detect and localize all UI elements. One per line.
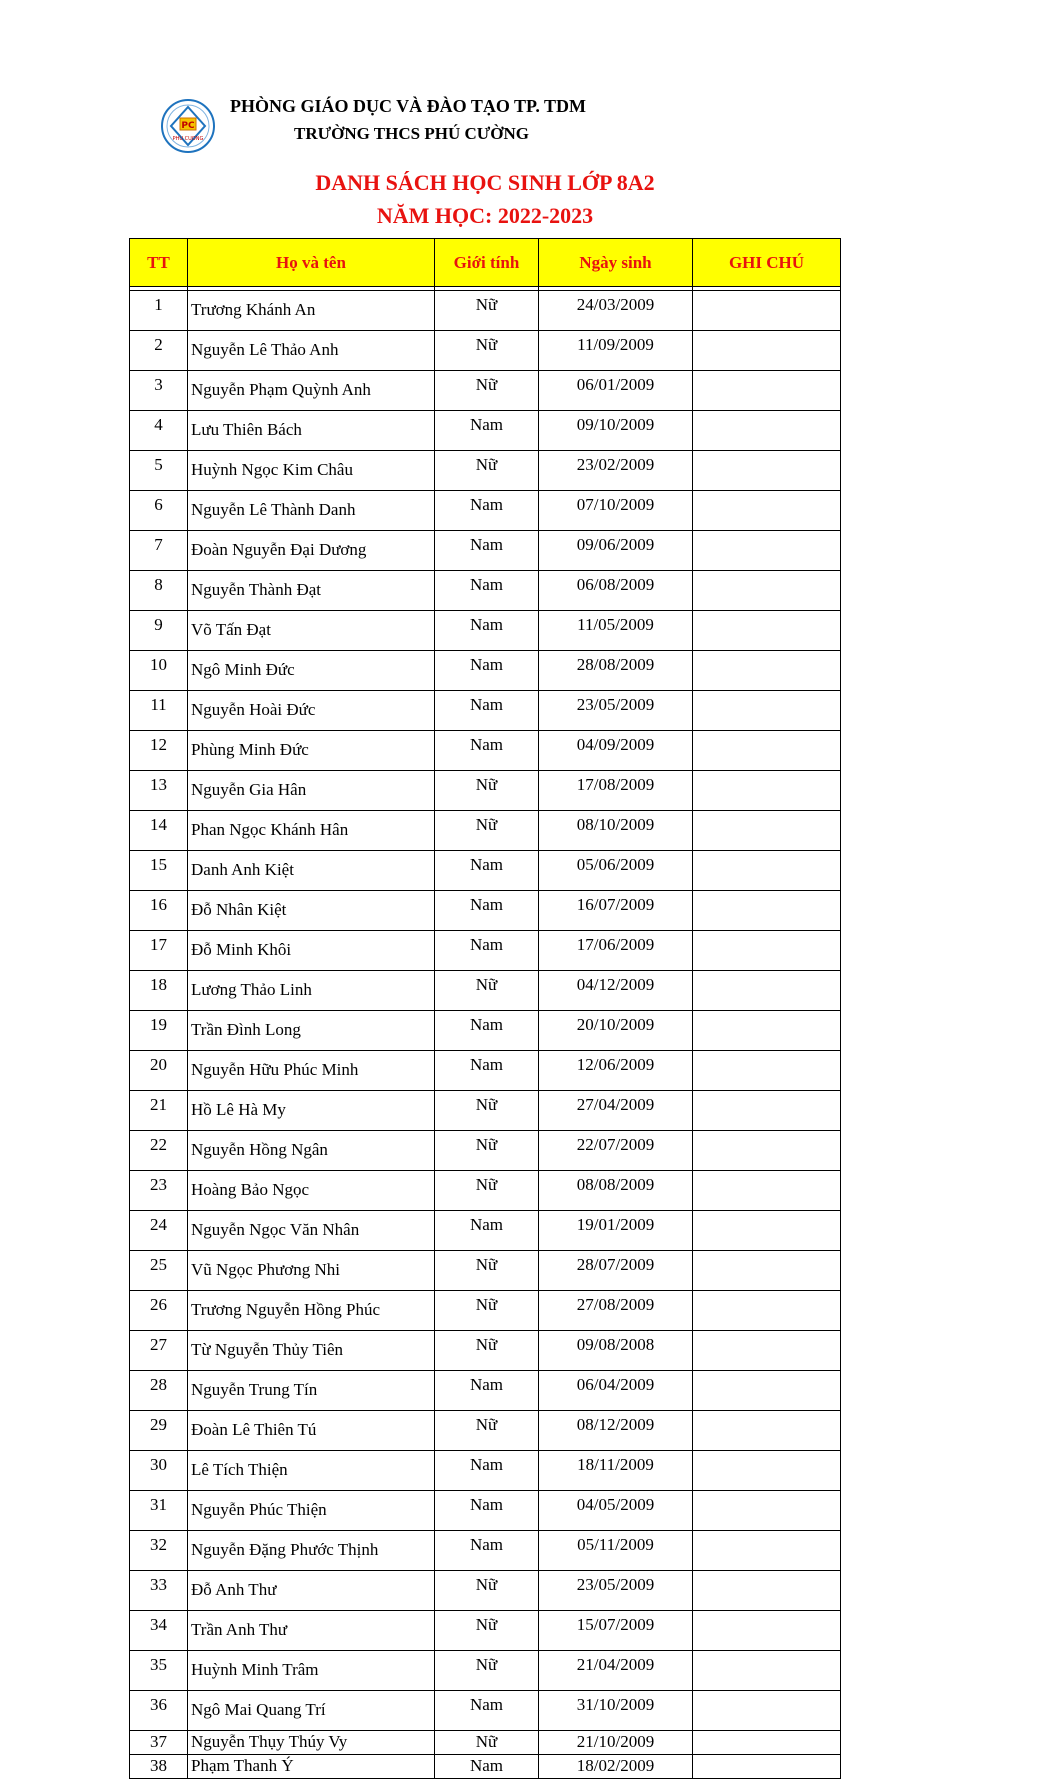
table-row xyxy=(130,531,841,571)
cell-tt: 37 xyxy=(130,1731,188,1755)
cell-name: Trương Nguyễn Hồng Phúc xyxy=(188,1291,435,1331)
cell-dob: 06/08/2009 xyxy=(539,571,693,611)
cell-note xyxy=(693,1331,841,1371)
cell-dob: 05/11/2009 xyxy=(539,1531,693,1571)
cell-tt: 32 xyxy=(130,1531,188,1571)
cell-tt: 5 xyxy=(130,451,188,491)
cell-gender: Nam xyxy=(435,931,539,971)
cell-dob: 06/01/2009 xyxy=(539,371,693,411)
column-header-dob: Ngày sinh xyxy=(539,239,693,287)
cell-dob: 20/10/2009 xyxy=(539,1011,693,1051)
cell-gender: Nam xyxy=(435,1755,539,1779)
table-row xyxy=(130,1651,841,1691)
cell-gender: Nữ xyxy=(435,1251,539,1291)
table-row xyxy=(130,1251,841,1291)
cell-dob: 09/06/2009 xyxy=(539,531,693,571)
cell-gender: Nam xyxy=(435,1491,539,1531)
cell-note xyxy=(693,1651,841,1691)
cell-tt: 22 xyxy=(130,1131,188,1171)
cell-tt: 15 xyxy=(130,851,188,891)
cell-name: Lê Tích Thiện xyxy=(188,1451,435,1491)
cell-note xyxy=(693,1611,841,1651)
column-header-tt: TT xyxy=(130,239,188,287)
table-row xyxy=(130,331,841,371)
cell-name: Nguyễn Gia Hân xyxy=(188,771,435,811)
cell-note xyxy=(693,1731,841,1755)
cell-tt: 18 xyxy=(130,971,188,1011)
cell-tt: 10 xyxy=(130,651,188,691)
cell-gender: Nữ xyxy=(435,1131,539,1171)
table-row xyxy=(130,1451,841,1491)
cell-dob: 07/10/2009 xyxy=(539,491,693,531)
cell-name: Nguyễn Đặng Phước Thịnh xyxy=(188,1531,435,1571)
cell-gender: Nữ xyxy=(435,1331,539,1371)
cell-tt: 29 xyxy=(130,1411,188,1451)
cell-gender: Nữ xyxy=(435,811,539,851)
cell-dob: 18/11/2009 xyxy=(539,1451,693,1491)
cell-tt: 16 xyxy=(130,891,188,931)
org-line-2: TRƯỜNG THCS PHÚ CƯỜNG xyxy=(294,124,530,143)
cell-dob: 23/05/2009 xyxy=(539,1571,693,1611)
page-subtitle: NĂM HỌC: 2022-2023 xyxy=(376,203,594,228)
table-row xyxy=(130,851,841,891)
cell-name: Đỗ Nhân Kiệt xyxy=(188,891,435,931)
cell-dob: 12/06/2009 xyxy=(539,1051,693,1091)
table-row xyxy=(130,611,841,651)
cell-note xyxy=(693,891,841,931)
cell-tt: 13 xyxy=(130,771,188,811)
cell-gender: Nữ xyxy=(435,1651,539,1691)
cell-note xyxy=(693,1011,841,1051)
cell-name: Đoàn Nguyễn Đại Dương xyxy=(188,531,435,571)
cell-tt: 28 xyxy=(130,1371,188,1411)
cell-gender: Nam xyxy=(435,851,539,891)
cell-dob: 04/09/2009 xyxy=(539,731,693,771)
cell-note xyxy=(693,771,841,811)
cell-note xyxy=(693,851,841,891)
cell-tt: 7 xyxy=(130,531,188,571)
cell-dob: 27/08/2009 xyxy=(539,1291,693,1331)
cell-note xyxy=(693,331,841,371)
cell-name: Trần Đình Long xyxy=(188,1011,435,1051)
cell-note xyxy=(693,1411,841,1451)
cell-name: Vũ Ngọc Phương Nhi xyxy=(188,1251,435,1291)
cell-tt: 9 xyxy=(130,611,188,651)
cell-gender: Nữ xyxy=(435,1571,539,1611)
cell-note xyxy=(693,811,841,851)
cell-name: Nguyễn Hồng Ngân xyxy=(188,1131,435,1171)
cell-tt: 30 xyxy=(130,1451,188,1491)
column-header-gender: Giới tính xyxy=(435,239,539,287)
cell-tt: 23 xyxy=(130,1171,188,1211)
cell-note xyxy=(693,931,841,971)
cell-note xyxy=(693,451,841,491)
table-row xyxy=(130,931,841,971)
cell-gender: Nam xyxy=(435,651,539,691)
cell-gender: Nam xyxy=(435,531,539,571)
cell-dob: 27/04/2009 xyxy=(539,1091,693,1131)
cell-gender: Nữ xyxy=(435,971,539,1011)
cell-gender: Nữ xyxy=(435,1291,539,1331)
cell-dob: 06/04/2009 xyxy=(539,1371,693,1411)
table-row xyxy=(130,1171,841,1211)
cell-note xyxy=(693,1131,841,1171)
cell-note xyxy=(693,371,841,411)
cell-tt: 36 xyxy=(130,1691,188,1731)
cell-tt: 1 xyxy=(130,291,188,331)
cell-note xyxy=(693,731,841,771)
cell-name: Danh Anh Kiệt xyxy=(188,851,435,891)
cell-gender: Nam xyxy=(435,491,539,531)
table-header-row xyxy=(130,239,841,287)
cell-note xyxy=(693,1251,841,1291)
cell-name: Ngô Mai Quang Trí xyxy=(188,1691,435,1731)
cell-name: Lương Thảo Linh xyxy=(188,971,435,1011)
cell-dob: 17/06/2009 xyxy=(539,931,693,971)
cell-dob: 21/10/2009 xyxy=(539,1731,693,1755)
column-header-name: Họ và tên xyxy=(188,239,435,287)
table-row xyxy=(130,811,841,851)
cell-tt: 25 xyxy=(130,1251,188,1291)
cell-gender: Nữ xyxy=(435,1091,539,1131)
cell-note xyxy=(693,1691,841,1731)
cell-dob: 19/01/2009 xyxy=(539,1211,693,1251)
cell-note xyxy=(693,491,841,531)
cell-tt: 3 xyxy=(130,371,188,411)
cell-note xyxy=(693,1491,841,1531)
cell-note xyxy=(693,411,841,451)
cell-gender: Nam xyxy=(435,411,539,451)
cell-name: Nguyễn Lê Thành Danh xyxy=(188,491,435,531)
cell-gender: Nữ xyxy=(435,331,539,371)
cell-dob: 28/07/2009 xyxy=(539,1251,693,1291)
cell-tt: 6 xyxy=(130,491,188,531)
table-row xyxy=(130,1131,841,1171)
cell-name: Trương Khánh An xyxy=(188,291,435,331)
cell-dob: 17/08/2009 xyxy=(539,771,693,811)
table-row xyxy=(130,971,841,1011)
cell-name: Hồ Lê Hà My xyxy=(188,1091,435,1131)
cell-dob: 21/04/2009 xyxy=(539,1651,693,1691)
table-row xyxy=(130,1731,841,1755)
cell-name: Huỳnh Ngọc Kim Châu xyxy=(188,451,435,491)
table-row xyxy=(130,371,841,411)
table-row xyxy=(130,1211,841,1251)
cell-name: Ngô Minh Đức xyxy=(188,651,435,691)
cell-name: Nguyễn Thụy Thúy Vy xyxy=(188,1731,435,1755)
table-row xyxy=(130,1291,841,1331)
table-row xyxy=(130,1051,841,1091)
table-row xyxy=(130,731,841,771)
cell-gender: Nam xyxy=(435,611,539,651)
cell-dob: 23/05/2009 xyxy=(539,691,693,731)
cell-note xyxy=(693,691,841,731)
cell-name: Nguyễn Phạm Quỳnh Anh xyxy=(188,371,435,411)
table-row xyxy=(130,1611,841,1651)
cell-dob: 23/02/2009 xyxy=(539,451,693,491)
cell-tt: 27 xyxy=(130,1331,188,1371)
cell-gender: Nữ xyxy=(435,1171,539,1211)
table-row xyxy=(130,1011,841,1051)
cell-dob: 16/07/2009 xyxy=(539,891,693,931)
page-title: DANH SÁCH HỌC SINH LỚP 8A2 xyxy=(315,170,655,195)
table-row xyxy=(130,451,841,491)
cell-name: Nguyễn Trung Tín xyxy=(188,1371,435,1411)
cell-note xyxy=(693,531,841,571)
table-row xyxy=(130,491,841,531)
cell-gender: Nữ xyxy=(435,1611,539,1651)
cell-gender: Nam xyxy=(435,691,539,731)
cell-gender: Nam xyxy=(435,731,539,771)
cell-name: Hoàng Bảo Ngọc xyxy=(188,1171,435,1211)
cell-name: Phan Ngọc Khánh Hân xyxy=(188,811,435,851)
cell-dob: 28/08/2009 xyxy=(539,651,693,691)
cell-tt: 19 xyxy=(130,1011,188,1051)
cell-note xyxy=(693,651,841,691)
school-logo xyxy=(160,98,216,154)
svg-text:PC: PC xyxy=(181,121,195,131)
table-row xyxy=(130,571,841,611)
cell-tt: 21 xyxy=(130,1091,188,1131)
cell-dob: 09/08/2008 xyxy=(539,1331,693,1371)
cell-gender: Nữ xyxy=(435,371,539,411)
column-header-note: GHI CHÚ xyxy=(693,239,841,287)
cell-note xyxy=(693,1091,841,1131)
cell-dob: 09/10/2009 xyxy=(539,411,693,451)
cell-dob: 04/12/2009 xyxy=(539,971,693,1011)
table-row xyxy=(130,1371,841,1411)
table-row xyxy=(130,1691,841,1731)
cell-gender: Nam xyxy=(435,1691,539,1731)
cell-gender: Nữ xyxy=(435,771,539,811)
cell-name: Từ Nguyễn Thủy Tiên xyxy=(188,1331,435,1371)
cell-dob: 31/10/2009 xyxy=(539,1691,693,1731)
cell-name: Huỳnh Minh Trâm xyxy=(188,1651,435,1691)
cell-tt: 34 xyxy=(130,1611,188,1651)
cell-note xyxy=(693,1211,841,1251)
table-row xyxy=(130,1571,841,1611)
cell-name: Phạm Thanh Ý xyxy=(188,1755,435,1779)
cell-gender: Nam xyxy=(435,1051,539,1091)
cell-name: Đỗ Minh Khôi xyxy=(188,931,435,971)
cell-tt: 11 xyxy=(130,691,188,731)
cell-gender: Nam xyxy=(435,891,539,931)
cell-tt: 33 xyxy=(130,1571,188,1611)
table-row xyxy=(130,1411,841,1451)
table-body xyxy=(130,287,841,1779)
cell-note xyxy=(693,1755,841,1779)
cell-name: Phùng Minh Đức xyxy=(188,731,435,771)
cell-gender: Nam xyxy=(435,1451,539,1491)
cell-name: Nguyễn Lê Thảo Anh xyxy=(188,331,435,371)
cell-name: Võ Tấn Đạt xyxy=(188,611,435,651)
table-row xyxy=(130,891,841,931)
cell-tt: 17 xyxy=(130,931,188,971)
logo-wordmark: PHU CUONG xyxy=(172,136,204,142)
cell-dob: 11/05/2009 xyxy=(539,611,693,651)
cell-note xyxy=(693,1451,841,1491)
table-row xyxy=(130,1491,841,1531)
cell-note xyxy=(693,1051,841,1091)
cell-tt: 4 xyxy=(130,411,188,451)
cell-gender: Nữ xyxy=(435,451,539,491)
cell-dob: 08/10/2009 xyxy=(539,811,693,851)
cell-note xyxy=(693,1371,841,1411)
cell-tt: 38 xyxy=(130,1755,188,1779)
cell-gender: Nam xyxy=(435,1211,539,1251)
cell-dob: 15/07/2009 xyxy=(539,1611,693,1651)
cell-dob: 22/07/2009 xyxy=(539,1131,693,1171)
cell-name: Lưu Thiên Bách xyxy=(188,411,435,451)
cell-note xyxy=(693,291,841,331)
table-row xyxy=(130,1331,841,1371)
cell-dob: 04/05/2009 xyxy=(539,1491,693,1531)
cell-dob: 11/09/2009 xyxy=(539,331,693,371)
cell-note xyxy=(693,1291,841,1331)
cell-tt: 2 xyxy=(130,331,188,371)
org-line-1: PHÒNG GIÁO DỤC VÀ ĐÀO TẠO TP. TDM xyxy=(230,96,587,116)
cell-name: Nguyễn Ngọc Văn Nhân xyxy=(188,1211,435,1251)
cell-dob: 05/06/2009 xyxy=(539,851,693,891)
cell-note xyxy=(693,611,841,651)
cell-gender: Nữ xyxy=(435,1731,539,1755)
cell-dob: 08/08/2009 xyxy=(539,1171,693,1211)
cell-dob: 08/12/2009 xyxy=(539,1411,693,1451)
cell-name: Nguyễn Thành Đạt xyxy=(188,571,435,611)
cell-gender: Nam xyxy=(435,571,539,611)
cell-tt: 8 xyxy=(130,571,188,611)
table-row xyxy=(130,291,841,331)
cell-name: Nguyễn Hữu Phúc Minh xyxy=(188,1051,435,1091)
cell-note xyxy=(693,571,841,611)
cell-tt: 24 xyxy=(130,1211,188,1251)
cell-note xyxy=(693,1571,841,1611)
cell-name: Nguyễn Phúc Thiện xyxy=(188,1491,435,1531)
cell-note xyxy=(693,971,841,1011)
cell-name: Đỗ Anh Thư xyxy=(188,1571,435,1611)
student-table xyxy=(129,238,841,1779)
cell-note xyxy=(693,1171,841,1211)
cell-tt: 26 xyxy=(130,1291,188,1331)
cell-tt: 12 xyxy=(130,731,188,771)
cell-gender: Nam xyxy=(435,1531,539,1571)
cell-dob: 18/02/2009 xyxy=(539,1755,693,1779)
cell-gender: Nam xyxy=(435,1371,539,1411)
cell-dob: 24/03/2009 xyxy=(539,291,693,331)
cell-tt: 14 xyxy=(130,811,188,851)
table-row xyxy=(130,1755,841,1779)
table-row xyxy=(130,1531,841,1571)
cell-tt: 35 xyxy=(130,1651,188,1691)
cell-name: Trần Anh Thư xyxy=(188,1611,435,1651)
cell-gender: Nữ xyxy=(435,1411,539,1451)
cell-tt: 20 xyxy=(130,1051,188,1091)
cell-note xyxy=(693,1531,841,1571)
cell-name: Nguyễn Hoài Đức xyxy=(188,691,435,731)
table-row xyxy=(130,651,841,691)
table-row xyxy=(130,411,841,451)
table-row xyxy=(130,691,841,731)
cell-tt: 31 xyxy=(130,1491,188,1531)
cell-name: Đoàn Lê Thiên Tú xyxy=(188,1411,435,1451)
cell-gender: Nam xyxy=(435,1011,539,1051)
cell-gender: Nữ xyxy=(435,291,539,331)
table-row xyxy=(130,771,841,811)
table-row xyxy=(130,1091,841,1131)
